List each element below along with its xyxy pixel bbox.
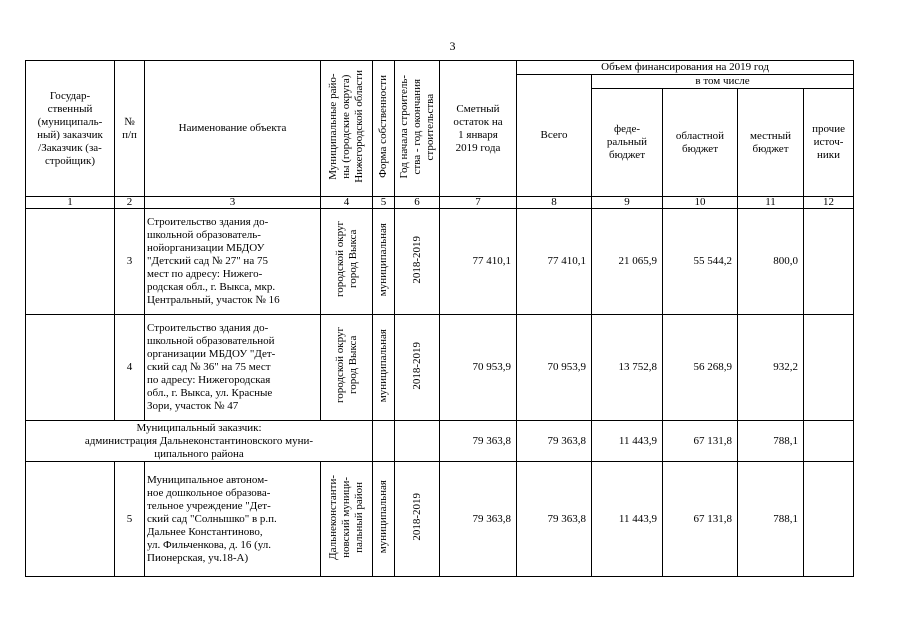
cell-district: [321, 315, 373, 421]
header-ownership-text: Форма собственности: [377, 75, 389, 178]
cell-district: [321, 209, 373, 315]
header-district-text: Муниципальные райо- ны (городские округа) Нижегородской области: [327, 70, 365, 183]
column-number: 4: [321, 197, 373, 209]
cell-local: 800,0: [738, 209, 804, 315]
table-row: [26, 209, 854, 315]
column-number: 12: [804, 197, 854, 209]
cell-other: [804, 209, 854, 315]
cell-years: [395, 315, 440, 421]
header-years-text: Год начала строитель- ства - год окончания строительства: [397, 74, 436, 179]
cell-estimated-balance: 79 363,8: [440, 462, 517, 577]
subtotal-local: 788,1: [738, 421, 804, 462]
subtotal-row: [26, 421, 854, 462]
cell-customer: [26, 209, 115, 315]
cell-ownership: [373, 462, 395, 577]
cell-federal: 13 752,8: [592, 315, 663, 421]
column-number: 10: [663, 197, 738, 209]
header-estimated-balance: Сметный остаток на 1 января 2019 года: [440, 61, 517, 197]
cell-object-name: Строительство здания до- школьной образователь- нойорганизации МБДОУ "Детский сад № 27" на 75 мест по адресу: Нижего- родская обл., г. Выкса, мкр. Центральный, участок № 16: [145, 209, 321, 315]
subtotal-other: [804, 421, 854, 462]
cell-number: 3: [115, 209, 145, 315]
cell-regional: 55 544,2: [663, 209, 738, 315]
subtotal-years: [395, 421, 440, 462]
cell-district-text: городской округ город Выкса: [333, 327, 359, 404]
cell-ownership-text: муниципальная: [377, 222, 389, 297]
column-numbers-row: [26, 197, 854, 209]
header-other: прочие источ- ники: [804, 89, 854, 197]
header-regional: областной бюджет: [663, 89, 738, 197]
table-row: [26, 315, 854, 421]
cell-other: [804, 315, 854, 421]
header-federal: феде- ральный бюджет: [592, 89, 663, 197]
header-district: [321, 61, 373, 197]
cell-years: [395, 462, 440, 577]
cell-local: 932,2: [738, 315, 804, 421]
subtotal-ownership: [373, 421, 395, 462]
subtotal-total: 79 363,8: [517, 421, 592, 462]
table-row: [26, 462, 854, 577]
cell-object-name: Муниципальное автоном- ное дошкольное образова- тельное учреждение "Дет- ский сад "Солнышко" в р.п. Дальнее Константиново, ул. Фильченкова, д. 16 (ул. Пионерская, уч.18-А): [145, 462, 321, 577]
cell-years-text: 2018-2019: [410, 235, 423, 284]
subtotal-regional: 67 131,8: [663, 421, 738, 462]
cell-customer: [26, 462, 115, 577]
cell-years-text: 2018-2019: [410, 341, 423, 390]
subtotal-federal: 11 443,9: [592, 421, 663, 462]
cell-other: [804, 462, 854, 577]
header-number: № п/п: [115, 61, 145, 197]
header-including: в том числе: [592, 75, 854, 89]
column-number: 11: [738, 197, 804, 209]
cell-regional: 56 268,9: [663, 315, 738, 421]
cell-years: [395, 209, 440, 315]
cell-ownership-text: муниципальная: [377, 480, 389, 554]
cell-years-text: 2018-2019: [410, 493, 423, 541]
financing-table: [25, 60, 854, 577]
cell-customer: [26, 315, 115, 421]
cell-number: 4: [115, 315, 145, 421]
cell-total: 77 410,1: [517, 209, 592, 315]
header-customer: Государ- ственный (муниципаль- ный) заказчик /Заказчик (за- стройщик): [26, 61, 115, 197]
cell-number: 5: [115, 462, 145, 577]
cell-local: 788,1: [738, 462, 804, 577]
header-total: Всего: [517, 75, 592, 197]
cell-estimated-balance: 70 953,9: [440, 315, 517, 421]
header-ownership: [373, 61, 395, 197]
column-number: 5: [373, 197, 395, 209]
header-object-name: Наименование объекта: [145, 61, 321, 197]
cell-federal: 21 065,9: [592, 209, 663, 315]
column-number: 3: [145, 197, 321, 209]
column-number: 6: [395, 197, 440, 209]
subtotal-estimated-balance: 79 363,8: [440, 421, 517, 462]
header-financing-group: Объем финансирования на 2019 год: [517, 61, 854, 75]
cell-total: 79 363,8: [517, 462, 592, 577]
cell-total: 70 953,9: [517, 315, 592, 421]
cell-district-text: Дальнеконстанти- новский муници- пальный район: [327, 474, 365, 560]
column-number: 7: [440, 197, 517, 209]
cell-district: [321, 462, 373, 577]
cell-estimated-balance: 77 410,1: [440, 209, 517, 315]
page-number: 3: [449, 39, 456, 53]
cell-ownership: [373, 315, 395, 421]
column-number: 9: [592, 197, 663, 209]
cell-ownership: [373, 209, 395, 315]
header-local: местный бюджет: [738, 89, 804, 197]
header-row-1: [26, 61, 854, 75]
column-number: 8: [517, 197, 592, 209]
column-number: 1: [26, 197, 115, 209]
cell-federal: 11 443,9: [592, 462, 663, 577]
cell-ownership-text: муниципальная: [377, 328, 389, 403]
header-years: [395, 61, 440, 197]
cell-regional: 67 131,8: [663, 462, 738, 577]
cell-district-text: городской округ город Выкса: [333, 221, 359, 298]
subtotal-label: Муниципальный заказчик: администрация Дальнеконстантиновского муни- ципального района: [26, 421, 373, 462]
cell-object-name: Строительство здания до- школьной образовательной организации МБДОУ "Дет- ский сад № 36" на 75 мест по адресу: Нижегородская обл., г. Выкса, ул. Красные Зори, участок № 47: [145, 315, 321, 421]
column-number: 2: [115, 197, 145, 209]
